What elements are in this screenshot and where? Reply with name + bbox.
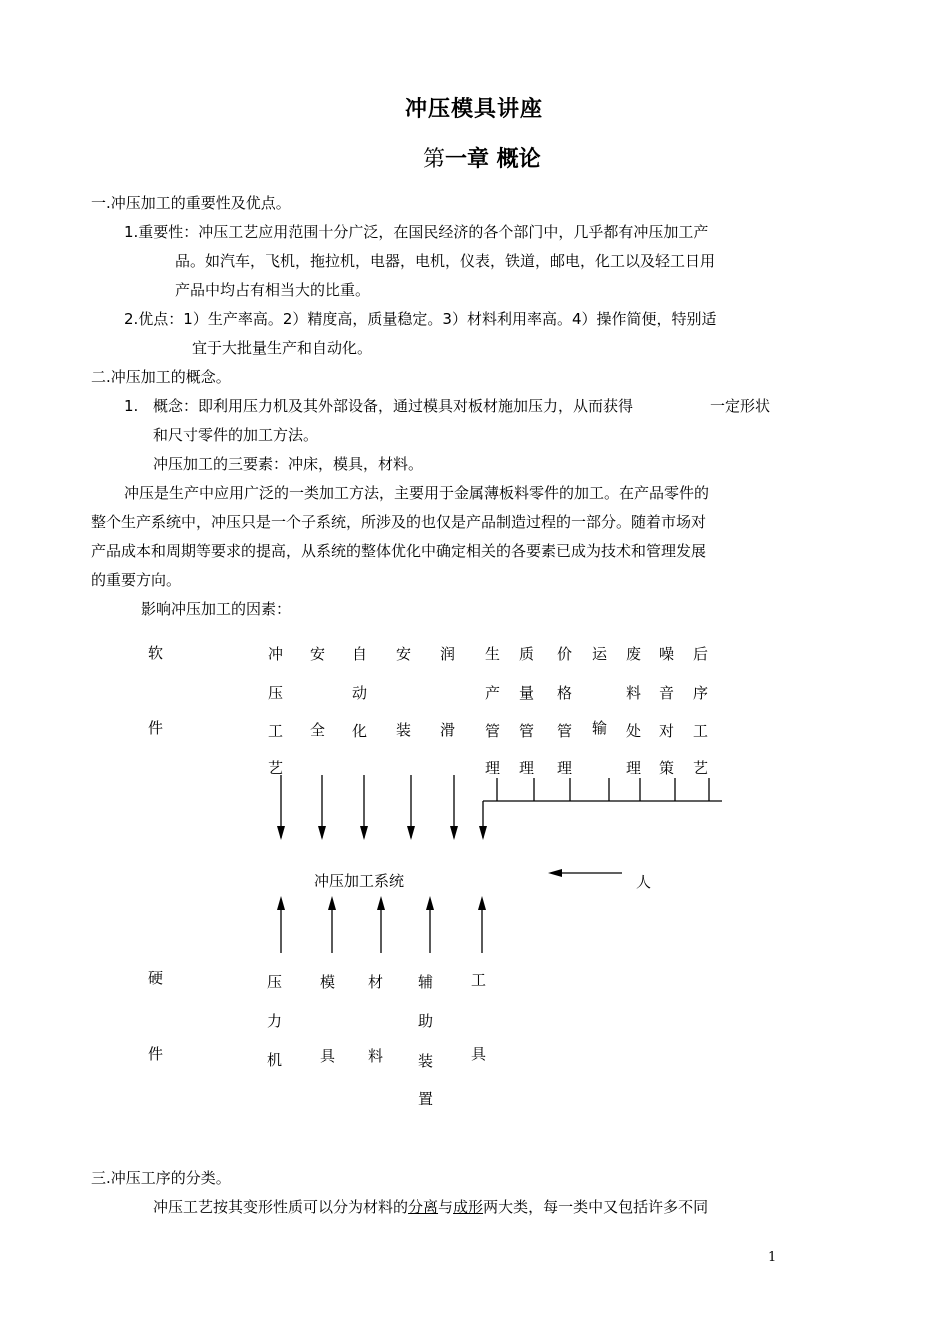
software-factor-char: 冲	[268, 645, 284, 663]
section-2-heading: 二.冲压加工的概念。	[91, 368, 231, 386]
software-factor-char: 管	[557, 722, 573, 740]
hardware-factor-char: 助	[418, 1012, 434, 1030]
stamping-system-label: 冲压加工系统	[314, 872, 405, 890]
software-factor-char: 装	[396, 721, 412, 739]
s2-item1-line1-tail: 一定形状	[710, 397, 771, 415]
s3-line-1	[153, 1193, 708, 1222]
software-factor-char: 润	[440, 645, 456, 663]
hardware-factor-char: 装	[418, 1052, 434, 1070]
software-factor-char: 安	[310, 645, 326, 663]
software-factor-char: 价	[557, 645, 573, 663]
software-factor-char: 管	[485, 722, 501, 740]
s1-item1-line1: 1.重要性：冲压工艺应用范围十分广泛，在国民经济的各个部门中，几乎都有冲压加工产	[124, 223, 709, 241]
chapter-main: 一章 概论	[445, 147, 541, 172]
software-factor-char: 音	[659, 684, 675, 702]
hardware-factor-char: 材	[368, 973, 384, 991]
paragraph-line-4: 的重要方向。	[91, 571, 182, 589]
three-elements: 冲压加工的三要素：冲床，模具，材料。	[153, 455, 424, 473]
software-factor-char: 艺	[693, 759, 709, 777]
paragraph-line-3: 产品成本和周期等要求的提高，从系统的整体优化中确定相关的各要素已成为技术和管理发展	[91, 542, 707, 560]
person-label: 人	[636, 873, 652, 891]
software-factor-char: 理	[519, 759, 535, 777]
software-factor-char: 动	[352, 684, 368, 702]
software-factor-char: 料	[626, 684, 642, 702]
software-factor-char: 管	[519, 722, 535, 740]
software-factor-char: 质	[519, 645, 535, 663]
hardware-factor-char: 力	[267, 1012, 283, 1030]
software-factor-char: 输	[592, 719, 608, 737]
section-3-heading: 三.冲压工序的分类。	[91, 1169, 231, 1187]
hardware-factor-char: 辅	[418, 973, 434, 991]
software-factor-char: 生	[485, 645, 501, 663]
page-number: 1	[768, 1250, 777, 1265]
software-factor-char: 序	[693, 684, 709, 702]
software-factor-char: 对	[659, 722, 675, 740]
software-factor-char: 量	[519, 684, 535, 702]
s1-item1-line3: 产品中均占有相当大的比重。	[175, 281, 371, 299]
hardware-factor-char: 置	[418, 1090, 434, 1108]
software-factor-char: 后	[693, 645, 709, 663]
s3-text-a: 冲压工艺按其变形性质可以分为材料的	[153, 1198, 409, 1216]
forming-term: 成形	[453, 1198, 484, 1216]
s2-item1-number: 1.	[124, 397, 139, 415]
software-factor-char: 自	[352, 645, 368, 663]
s2-item1-line1: 概念：即利用压力机及其外部设备，通过模具对板材施加压力，从而获得	[153, 397, 634, 415]
chapter-prefix: 第	[423, 147, 446, 172]
hardware-label-2: 件	[148, 1045, 164, 1063]
software-factor-char: 滑	[440, 721, 456, 739]
hardware-factor-char: 具	[320, 1047, 336, 1065]
software-factor-char: 化	[352, 722, 368, 740]
software-factor-char: 运	[592, 645, 608, 663]
hardware-factor-char: 工	[471, 971, 487, 989]
software-factor-char: 安	[396, 645, 412, 663]
factors-heading: 影响冲压加工的因素：	[141, 600, 292, 618]
s3-text-b: 与	[438, 1198, 454, 1216]
software-factor-char: 全	[310, 721, 326, 739]
software-label-1: 软	[148, 644, 164, 662]
hardware-factor-char: 压	[267, 973, 283, 991]
software-factor-char: 工	[268, 722, 284, 740]
software-factor-char: 噪	[659, 645, 675, 663]
software-label-2: 件	[148, 719, 164, 737]
hardware-label-1: 硬	[148, 969, 164, 987]
document-title: 冲压模具讲座	[405, 97, 544, 122]
software-factor-char: 处	[626, 722, 642, 740]
s1-item2-line2: 宜于大批量生产和自动化。	[192, 339, 373, 357]
hardware-factor-char: 机	[267, 1051, 283, 1069]
s1-item2-line1: 2.优点：1）生产率高。2）精度高，质量稳定。3）材料利用率高。4）操作简便，特别适	[124, 310, 717, 328]
hardware-factor-char: 料	[368, 1047, 384, 1065]
s2-item1-line2: 和尺寸零件的加工方法。	[153, 426, 319, 444]
paragraph-line-2: 整个生产系统中，冲压只是一个子系统，所涉及的也仅是产品制造过程的一部分。随着市场对	[91, 513, 707, 531]
software-factor-char: 理	[485, 759, 501, 777]
software-factor-char: 产	[485, 684, 501, 702]
software-factor-char: 策	[659, 759, 675, 777]
paragraph-line-1: 冲压是生产中应用广泛的一类加工方法，主要用于金属薄板料零件的加工。在产品零件的	[124, 484, 710, 502]
s3-text-c: 两大类，每一类中又包括许多不同	[483, 1198, 709, 1216]
separation-term: 分离	[408, 1198, 439, 1216]
software-factor-char: 废	[626, 645, 642, 663]
software-factor-char: 理	[626, 759, 642, 777]
section-1-heading: 一.冲压加工的重要性及优点。	[91, 194, 291, 212]
hardware-factor-char: 具	[471, 1045, 487, 1063]
software-factor-char: 格	[557, 684, 573, 702]
s1-item1-line2: 品。如汽车，飞机，拖拉机，电器，电机，仪表，铁道，邮电，化工以及轻工日用	[175, 252, 716, 270]
software-factor-char: 工	[693, 722, 709, 740]
software-factor-char: 艺	[268, 759, 284, 777]
software-factor-char: 压	[268, 684, 284, 702]
software-factor-char: 理	[557, 759, 573, 777]
hardware-factor-char: 模	[320, 973, 336, 991]
